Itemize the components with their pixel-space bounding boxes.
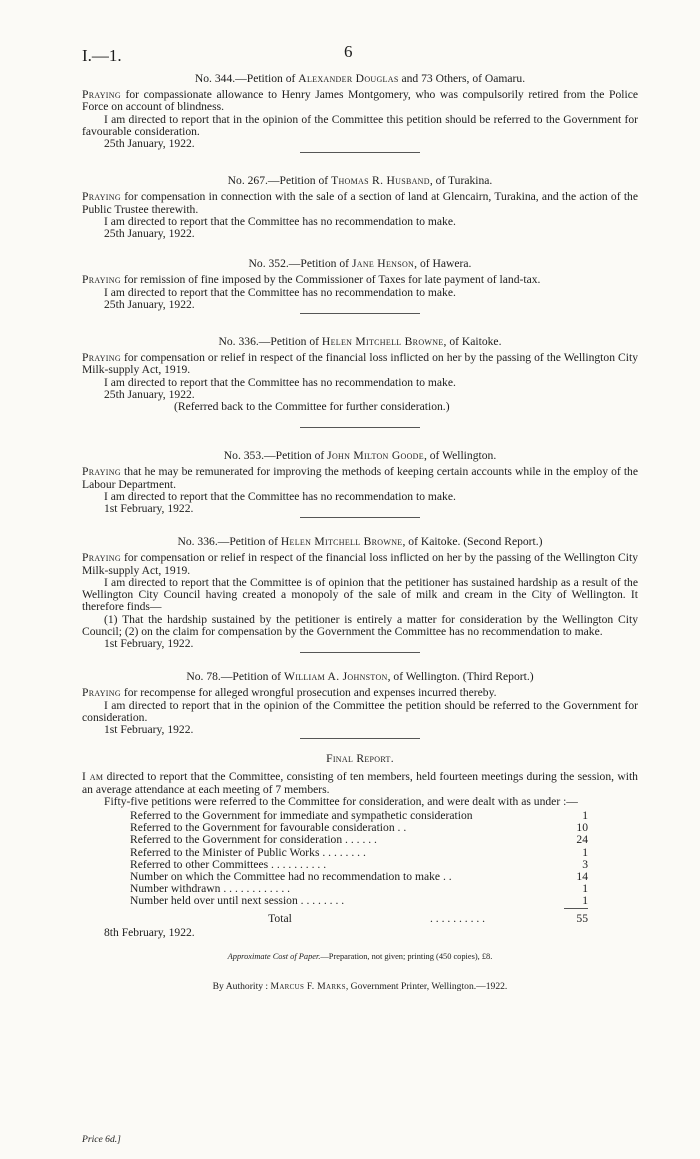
row-value: 1 (582, 882, 588, 896)
section-divider (300, 427, 420, 428)
final-report-title: Final Report. (326, 752, 394, 766)
total-row (130, 913, 588, 925)
row-value: 1 (582, 808, 588, 822)
row-value: 1 (582, 845, 588, 859)
printer-name: Marcus F. Marks (270, 981, 346, 993)
row-value: 24 (576, 833, 588, 847)
petition-summary-table (130, 810, 588, 925)
section-divider (300, 313, 420, 314)
petition-entry (82, 336, 638, 428)
committee-report: I am directed to report that the Committee has no recommendation to make. (104, 214, 456, 228)
petition-entry (82, 671, 638, 739)
row-label: Number on which the Committee had no recommendation to make . . (130, 869, 452, 883)
row-label: Referred to the Government for immediate and sympathetic consideration (130, 808, 473, 822)
petition-prayer: Praying for compensation in connection with the sale of a section of land at Glencairn, Turakina, and the action of the Public Trustee therewith. (82, 190, 638, 216)
row-value: 10 (576, 821, 588, 835)
section-divider (300, 517, 420, 518)
final-report (82, 753, 638, 939)
table-row (130, 847, 588, 859)
petition-title: No. 336.—Petition of Helen Mitchell Browne, of Kaitoke. (218, 335, 502, 349)
total-leader-dots: . . . . . . . . . . (430, 911, 486, 925)
report-date: 1st February, 1922. (104, 636, 194, 650)
row-value: 1 (582, 894, 588, 908)
report-date: 25th January, 1922. (104, 137, 195, 151)
petition-prayer: Praying for compensation or relief in respect of the financial loss inflicted on her by the passing of the Wellington City Milk-supply Act, 1919. (82, 551, 638, 577)
report-date: 25th January, 1922. (104, 227, 195, 241)
page-number: 6 (344, 42, 353, 61)
petition-title: No. 353.—Petition of John Milton Goode, of Wellington. (223, 449, 497, 463)
printer-authority: By Authority : Marcus F. Marks, Government Printer, Wellington.—1922. (212, 981, 508, 993)
final-report-date: 8th February, 1922. (104, 925, 195, 939)
committee-report: I am directed to report that the Committee has no recommendation to make. (104, 285, 456, 299)
petitioner-name: Helen Mitchell Browne (280, 535, 403, 549)
committee-report: I am directed to report that in the opinion of the Committee this petition should be referred to the Government for favourable consideration. (82, 112, 638, 138)
petition-entry (82, 536, 638, 653)
document-reference: I.—1. (82, 46, 122, 65)
report-date: 1st February, 1922. (104, 722, 194, 736)
report-date: 1st February, 1922. (104, 502, 194, 516)
row-value: 3 (582, 857, 588, 871)
petitioner-name: John Milton Goode (327, 449, 424, 463)
total-label: Total (268, 911, 292, 925)
price-note: Price 6d.] (82, 1134, 121, 1145)
row-label: Referred to the Government for favourable consideration . . (130, 821, 407, 835)
petitioner-name: William A. Johnston (283, 670, 388, 684)
section-divider (300, 738, 420, 739)
petition-prayer: Praying for compassionate allowance to Henry James Montgomery, who was compulsorily retired from the Police Force on account of blindness. (82, 88, 638, 114)
petitioner-name: Thomas R. Husband (331, 174, 430, 188)
petition-entry (82, 258, 638, 314)
petition-entry (82, 175, 638, 240)
total-rule (564, 908, 588, 909)
petition-entry (82, 73, 638, 153)
petition-prayer: Praying for remission of fine imposed by the Commissioner of Taxes for late payment of land-tax. (82, 273, 541, 287)
committee-findings: (1) That the hardship sustained by the petitioner is entirely a matter for consideration by the Wellington City Council; (2) on the claim for compensation by the Government the Committee has no recommendation to make. (82, 612, 638, 638)
final-report-paragraph: I am directed to report that the Committee, consisting of ten members, held fourteen meetings during the session, with an average attendance at each meeting of 7 members. (82, 770, 638, 796)
row-label: Number held over until next session . . . . . . . . (130, 894, 345, 908)
petition-title: No. 336.—Petition of Helen Mitchell Browne, of Kaitoke. (Second Report.) (177, 535, 543, 549)
section-divider (300, 152, 420, 153)
table-row (130, 895, 588, 907)
report-date: 25th January, 1922. (104, 297, 195, 311)
report-date: 25th January, 1922. (104, 387, 195, 401)
committee-report: I am directed to report that the Committee has no recommendation to make. (104, 489, 456, 503)
total-value: 55 (576, 911, 588, 925)
committee-report: I am directed to report that the Committee is of opinion that the petitioner has sustained hardship as a result of the Wellington City Council having created a monopoly of the sale of milk and cream in the City of Wellington. It therefore finds— (82, 575, 638, 614)
row-label: Referred to the Government for consideration . . . . . . (130, 833, 377, 847)
petition-title: No. 352.—Petition of Jane Henson, of Hawera. (248, 257, 472, 271)
petitioner-name: Alexander Douglas (298, 72, 399, 85)
row-label: Referred to the Minister of Public Works . . . . . . . . (130, 845, 366, 859)
petition-title: No. 78.—Petition of William A. Johnston, of Wellington. (Third Report.) (186, 670, 534, 684)
committee-report: I am directed to report that in the opinion of the Committee the petition should be referred to the Government for consideration. (82, 698, 638, 724)
report-content (82, 73, 638, 1003)
referral-note: (Referred back to the Committee for further consideration.) (174, 400, 450, 414)
petition-prayer: Praying for recompense for alleged wrongful prosecution and expenses incurred thereby. (82, 686, 497, 700)
petition-title: No. 344.—Petition of Alexander Douglas and 73 Others, of Oamaru. (194, 72, 526, 85)
table-row (130, 834, 588, 846)
page-header (82, 42, 642, 66)
section-divider (300, 652, 420, 653)
final-report-paragraph: Fifty-five petitions were referred to the Committee for consideration, and were dealt with as under :— (104, 794, 578, 808)
petition-prayer: Praying that he may be remunerated for improving the methods of keeping certain accounts while in the employ of the Labour Department. (82, 465, 638, 491)
petitioner-name: Jane Henson (351, 257, 415, 271)
committee-report: I am directed to report that the Committee has no recommendation to make. (104, 375, 456, 389)
petition-title: No. 267.—Petition of Thomas R. Husband, of Turakina. (227, 174, 493, 188)
row-label: Referred to other Committees . . . . . . . . . . (130, 857, 327, 871)
petition-prayer: Praying for compensation or relief in respect of the financial loss inflicted on her by the passing of the Wellington City Milk-supply Act, 1919. (82, 351, 638, 377)
petitioner-name: Helen Mitchell Browne (321, 335, 444, 349)
petition-entry (82, 450, 638, 518)
cost-of-paper-note: Approximate Cost of Paper.—Preparation, not given; printing (450 copies), £8. (227, 951, 493, 961)
row-label: Number withdrawn . . . . . . . . . . . . (130, 882, 291, 896)
row-value: 14 (576, 869, 588, 883)
